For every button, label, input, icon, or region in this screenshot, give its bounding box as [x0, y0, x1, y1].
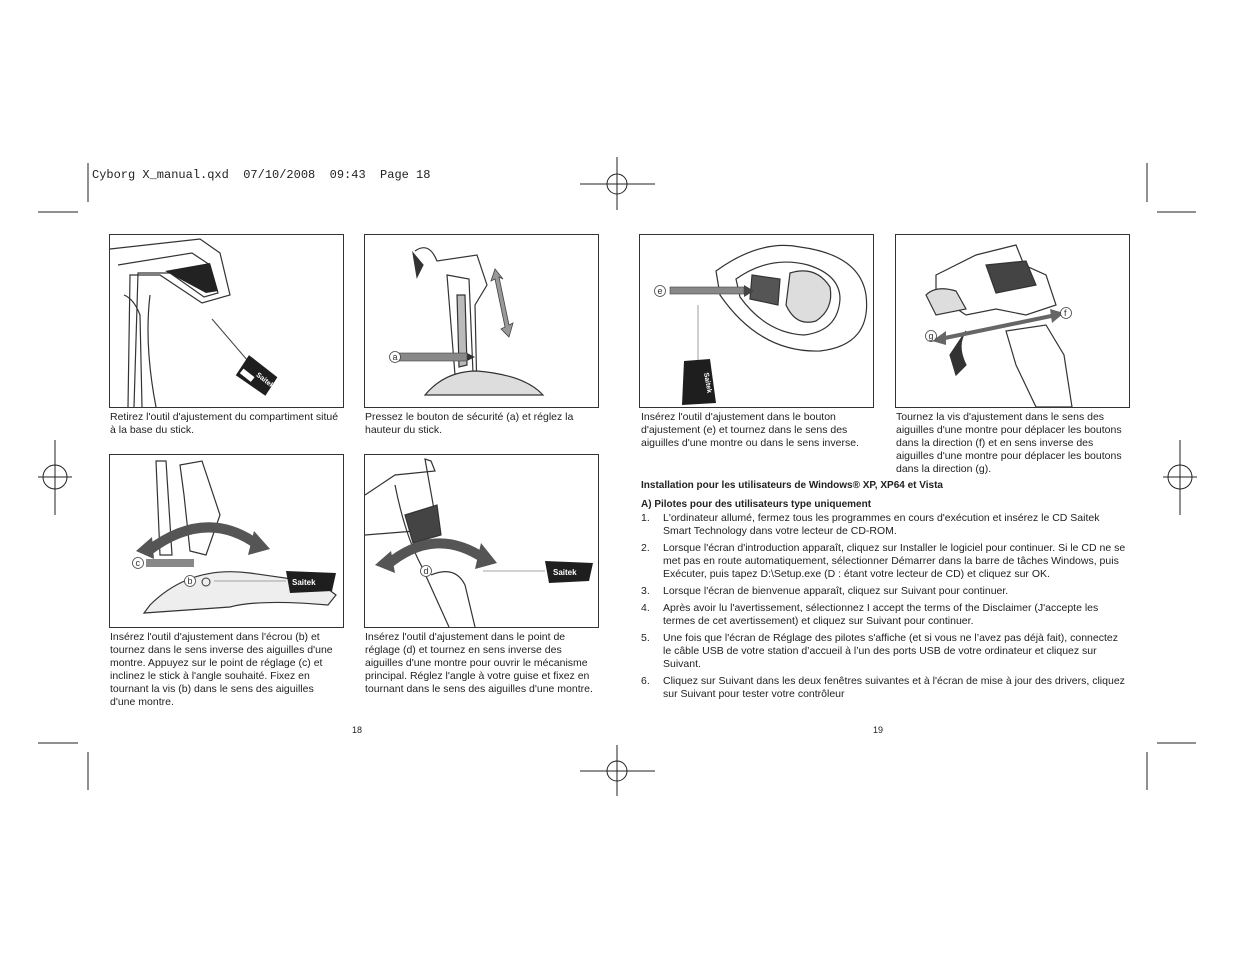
stick-head-illustration [896, 235, 1129, 407]
stick-base-illustration [110, 235, 343, 407]
label-a: a [392, 352, 398, 362]
figure-button-direction [895, 234, 1130, 408]
caption-figure-5: Insérez l'outil d'ajustement dans le bouton d'ajustement (e) et tournez dans le sens des aiguilles d'une montre ou dans le sens inverse. [641, 411, 859, 449]
label-d: d [423, 566, 429, 576]
label-b: b [187, 576, 193, 586]
label-e: e [657, 286, 663, 296]
figure-main-mechanism [364, 454, 599, 628]
caption-figure-6: Tournez la vis d'ajustement dans le sens des aiguilles d'une montre pour déplacer les boutons dans la direction (f) et en sens inverse des aiguilles d'une montre pour déplacer les boutons dans la direction (g). [896, 411, 1122, 475]
figure-adjust-knob [639, 234, 874, 408]
list-item: 2. Lorsque l'écran d'introduction apparaît, cliquez sur Installer le logiciel pour continuer. Si le CD ne se met pas en route automatiquement, sélectionner Démarrer dans la barre de tâches Windows, puis Exécuter, puis tapez D:\Setup.exe (D : étant votre lecteur de CD) et cliquez sur OK. [641, 542, 1126, 580]
caption-figure-2: Pressez le bouton de sécurité (a) et réglez la hauteur du stick. [365, 411, 574, 436]
file-slug-line: Cyborg X_manual.qxd 07/10/2008 09:43 Page 18 [92, 168, 431, 182]
label-g: g [928, 331, 934, 341]
figure-nut-adjust [109, 454, 344, 628]
caption-figure-1: Retirez l'outil d'ajustement du compartiment situé à la base du stick. [110, 411, 339, 436]
caption-figure-4: Insérez l'outil d'ajustement dans le point de réglage (d) et tournez en sens inverse des aiguilles d'une montre pour ouvrir le mécanisme principal. Réglez l'angle à votre guise et fixez en tournant dans le sens des aiguilles d'une montre. [365, 631, 593, 695]
saitek-logo: Saitek [553, 568, 577, 577]
figure-remove-tool [109, 234, 344, 408]
stick-top-illustration [640, 235, 873, 407]
label-c: c [135, 558, 140, 568]
list-item: 6. Cliquez sur Suivant dans les deux fenêtres suivantes et à l'écran de mise à jour des drivers, cliquez sur Suivant pour tester votre contrôleur [641, 675, 1125, 700]
installation-steps [641, 512, 1127, 705]
list-item: 4. Après avoir lu l'avertissement, sélectionnez I accept the terms of the Disclaimer (J'accepte les termes de cet avertissement) et cliquez sur Suivant pour continuer. [641, 602, 1099, 627]
stick-tilt-illustration [110, 455, 343, 627]
saitek-logo: Saitek [702, 372, 713, 394]
drivers-subheading: A) Pilotes pour des utilisateurs type uniquement [641, 499, 872, 510]
list-item: 1. L'ordinateur allumé, fermez tous les programmes en cours d'exécution et insérez le CD Saitek Smart Technology dans votre lecteur de CD-ROM. [641, 512, 1100, 537]
figure-safety-button [364, 234, 599, 408]
label-f: f [1064, 308, 1067, 318]
list-item: 3. Lorsque l'écran de bienvenue apparaît, cliquez sur Suivant pour continuer. [641, 585, 1009, 597]
list-item: 5. Une fois que l'écran de Réglage des pilotes s'affiche (et si vous ne l’avez pas déjà fait), connectez le câble USB de votre station d’accueil à l’un des ports USB de votre ordinateur et cliquez sur Suivant. [641, 632, 1118, 670]
caption-figure-3: Insérez l'outil d'ajustement dans l'écrou (b) et tournez dans le sens inverse des aiguilles d'une montre. Appuyez sur le point de réglage (c) et inclinez le stick à l'angle souhaité. Fixez en tournant la vis (b) dans le sens des aiguilles d'une montre. [110, 631, 333, 708]
saitek-logo: Saitek [254, 371, 276, 390]
installation-heading: Installation pour les utilisateurs de Windows® XP, XP64 et Vista [641, 480, 943, 491]
page-number-left: 18 [352, 725, 363, 735]
stick-angle-illustration [365, 455, 598, 627]
saitek-logo: Saitek [292, 578, 316, 587]
page-number-right: 19 [873, 725, 884, 735]
stick-height-illustration [365, 235, 598, 407]
